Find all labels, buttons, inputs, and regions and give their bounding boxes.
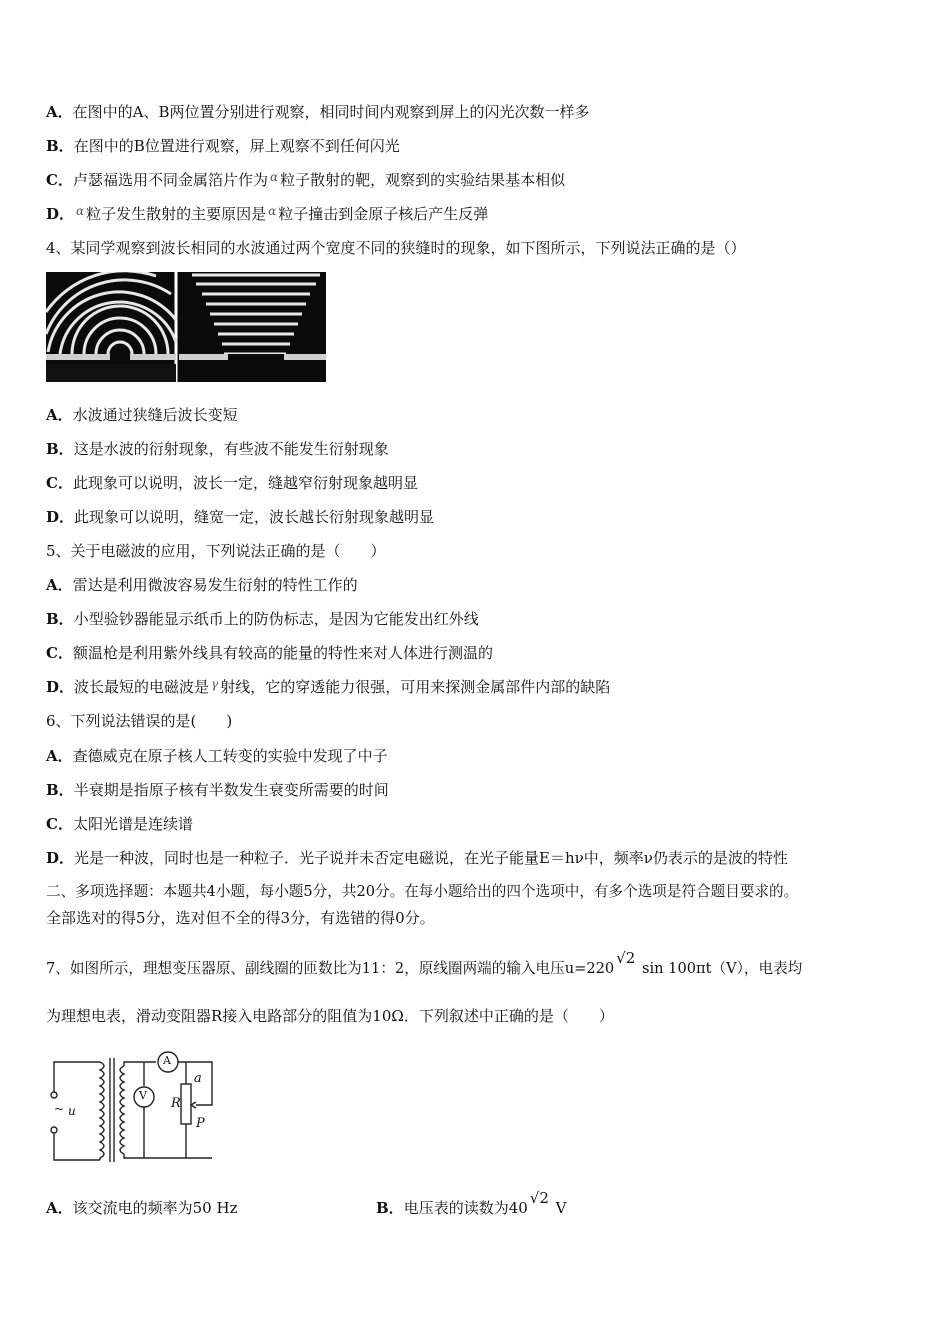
voltage-label-u: u	[68, 1104, 76, 1118]
option-letter: A．	[46, 576, 73, 594]
option-text: 波长最短的电磁波是	[74, 678, 210, 696]
option-letter: B．	[46, 781, 74, 799]
option-letter: A．	[46, 103, 73, 121]
option-text: 此现象可以说明，缝宽一定，波长越长衍射现象越明显	[74, 508, 435, 526]
wave-figure-svg	[46, 272, 326, 382]
q6-option-d	[46, 848, 788, 868]
q6-option-b	[46, 780, 389, 800]
q7-stem-text: sin 100πt（V），电表均	[637, 960, 803, 977]
q6-stem: 6、下列说法错误的是( )	[46, 712, 233, 730]
ac-source-symbol: ~	[54, 1102, 65, 1116]
option-letter: B．	[376, 1199, 404, 1217]
q5-option-a	[46, 575, 358, 595]
option-text: 该交流电的频率为50 Hz	[72, 1199, 238, 1217]
gamma-symbol: γ	[211, 677, 219, 691]
option-text: 卢瑟福选用不同金属箔片作为	[72, 171, 268, 189]
q4-option-d	[46, 507, 434, 527]
transformer-circuit-figure	[44, 1050, 224, 1166]
section2-heading: 二、多项选择题：本题共4小题，每小题5分，共20分。在每小题给出的四个选项中，有多个选项是符合题目要求的。	[46, 883, 799, 900]
option-text: 射线，它的穿透能力很强，可用来探测金属部件内部的缺陷	[220, 678, 611, 696]
ammeter-label: A	[163, 1054, 171, 1067]
option-text: 小型验钞器能显示纸币上的防伪标志，是因为它能发出红外线	[73, 610, 479, 628]
terminal-label-a: a	[194, 1071, 202, 1086]
q5-option-d	[46, 677, 610, 698]
sqrt-symbol: √2	[529, 1189, 549, 1207]
option-letter: C．	[46, 171, 73, 189]
option-letter: C．	[46, 644, 73, 662]
option-text: 查德威克在原子核人工转变的实验中发现了中子	[72, 747, 388, 765]
rheostat-label-r: R	[171, 1096, 181, 1111]
option-text: 额温枪是利用紫外线具有较高的能量的特性来对人体进行测温的	[72, 644, 493, 662]
alpha-symbol: α	[269, 170, 279, 184]
q4-stem: 4、某同学观察到波长相同的水波通过两个宽度不同的狭缝时的现象，如下图所示，下列说法正确的是（）	[46, 239, 746, 257]
q3-option-b	[46, 136, 400, 156]
option-text: 粒子发生散射的主要原因是	[86, 205, 267, 223]
q7-option-a	[46, 1198, 237, 1218]
option-letter: D．	[46, 205, 75, 223]
option-letter: A．	[46, 747, 73, 765]
option-letter: B．	[46, 137, 74, 155]
sqrt-symbol: √2	[616, 949, 636, 967]
option-text: 在图中的A、B两位置分别进行观察，相同时间内观察到屏上的闪光次数一样多	[72, 103, 590, 121]
q3-option-a	[46, 102, 590, 122]
q7-stem	[46, 949, 803, 979]
water-wave-diffraction-figure	[46, 272, 326, 382]
option-letter: B．	[46, 610, 74, 628]
option-letter: D．	[46, 508, 75, 526]
q6-option-a	[46, 746, 388, 766]
q4-option-a	[46, 405, 238, 425]
option-letter: A．	[46, 406, 73, 424]
q7-stem-text: 7、如图所示，理想变压器原、副线圈的匝数比为11：2，原线圈两端的输入电压u=220	[46, 960, 615, 977]
option-letter: C．	[46, 815, 73, 833]
q5-option-b	[46, 609, 479, 629]
option-letter: D．	[46, 678, 75, 696]
section2-heading-cont: 全部选对的得5分，选对但不全的得3分，有选错的得0分。	[46, 909, 435, 927]
q6-option-c	[46, 814, 193, 834]
q3-option-c	[46, 170, 565, 191]
option-text: 粒子散射的靶，观察到的实验结果基本相似	[280, 171, 566, 189]
q3-option-d	[46, 204, 488, 225]
option-text: 在图中的B位置进行观察，屏上观察不到任何闪光	[73, 137, 400, 155]
option-letter: A．	[46, 1199, 73, 1217]
option-text: 光是一种波，同时也是一种粒子．光子说并未否定电磁说，在光子能量E＝hν中，频率ν仍表示的是波的特性	[74, 849, 788, 867]
q7-option-b	[376, 1189, 567, 1218]
option-text: 粒子撞击到金原子核后产生反弹	[278, 205, 489, 223]
q4-option-c	[46, 473, 418, 493]
option-letter: C．	[46, 474, 73, 492]
alpha-symbol: α	[268, 204, 277, 218]
q4-option-b	[46, 439, 389, 459]
option-text: 水波通过狭缝后波长变短	[72, 406, 238, 424]
q7-stem-line2: 为理想电表，滑动变阻器R接入电路部分的阻值为10Ω．下列叙述中正确的是（ ）	[46, 1007, 614, 1025]
alpha-symbol: α	[76, 204, 85, 218]
option-text: 此现象可以说明，波长一定，缝越窄衍射现象越明显	[72, 474, 418, 492]
option-letter: D．	[46, 849, 75, 867]
voltmeter-label: V	[139, 1089, 147, 1102]
option-text: V	[550, 1199, 567, 1217]
option-text: 电压表的读数为40	[403, 1199, 528, 1217]
q5-stem: 5、关于电磁波的应用，下列说法正确的是（ ）	[46, 542, 386, 560]
option-text: 这是水波的衍射现象，有些波不能发生衍射现象	[73, 440, 389, 458]
slider-label-p: P	[196, 1116, 205, 1131]
option-letter: B．	[46, 440, 74, 458]
option-text: 半衰期是指原子核有半数发生衰变所需要的时间	[73, 781, 389, 799]
option-text: 雷达是利用微波容易发生衍射的特性工作的	[72, 576, 358, 594]
q5-option-c	[46, 643, 493, 663]
option-text: 太阳光谱是连续谱	[72, 815, 193, 833]
